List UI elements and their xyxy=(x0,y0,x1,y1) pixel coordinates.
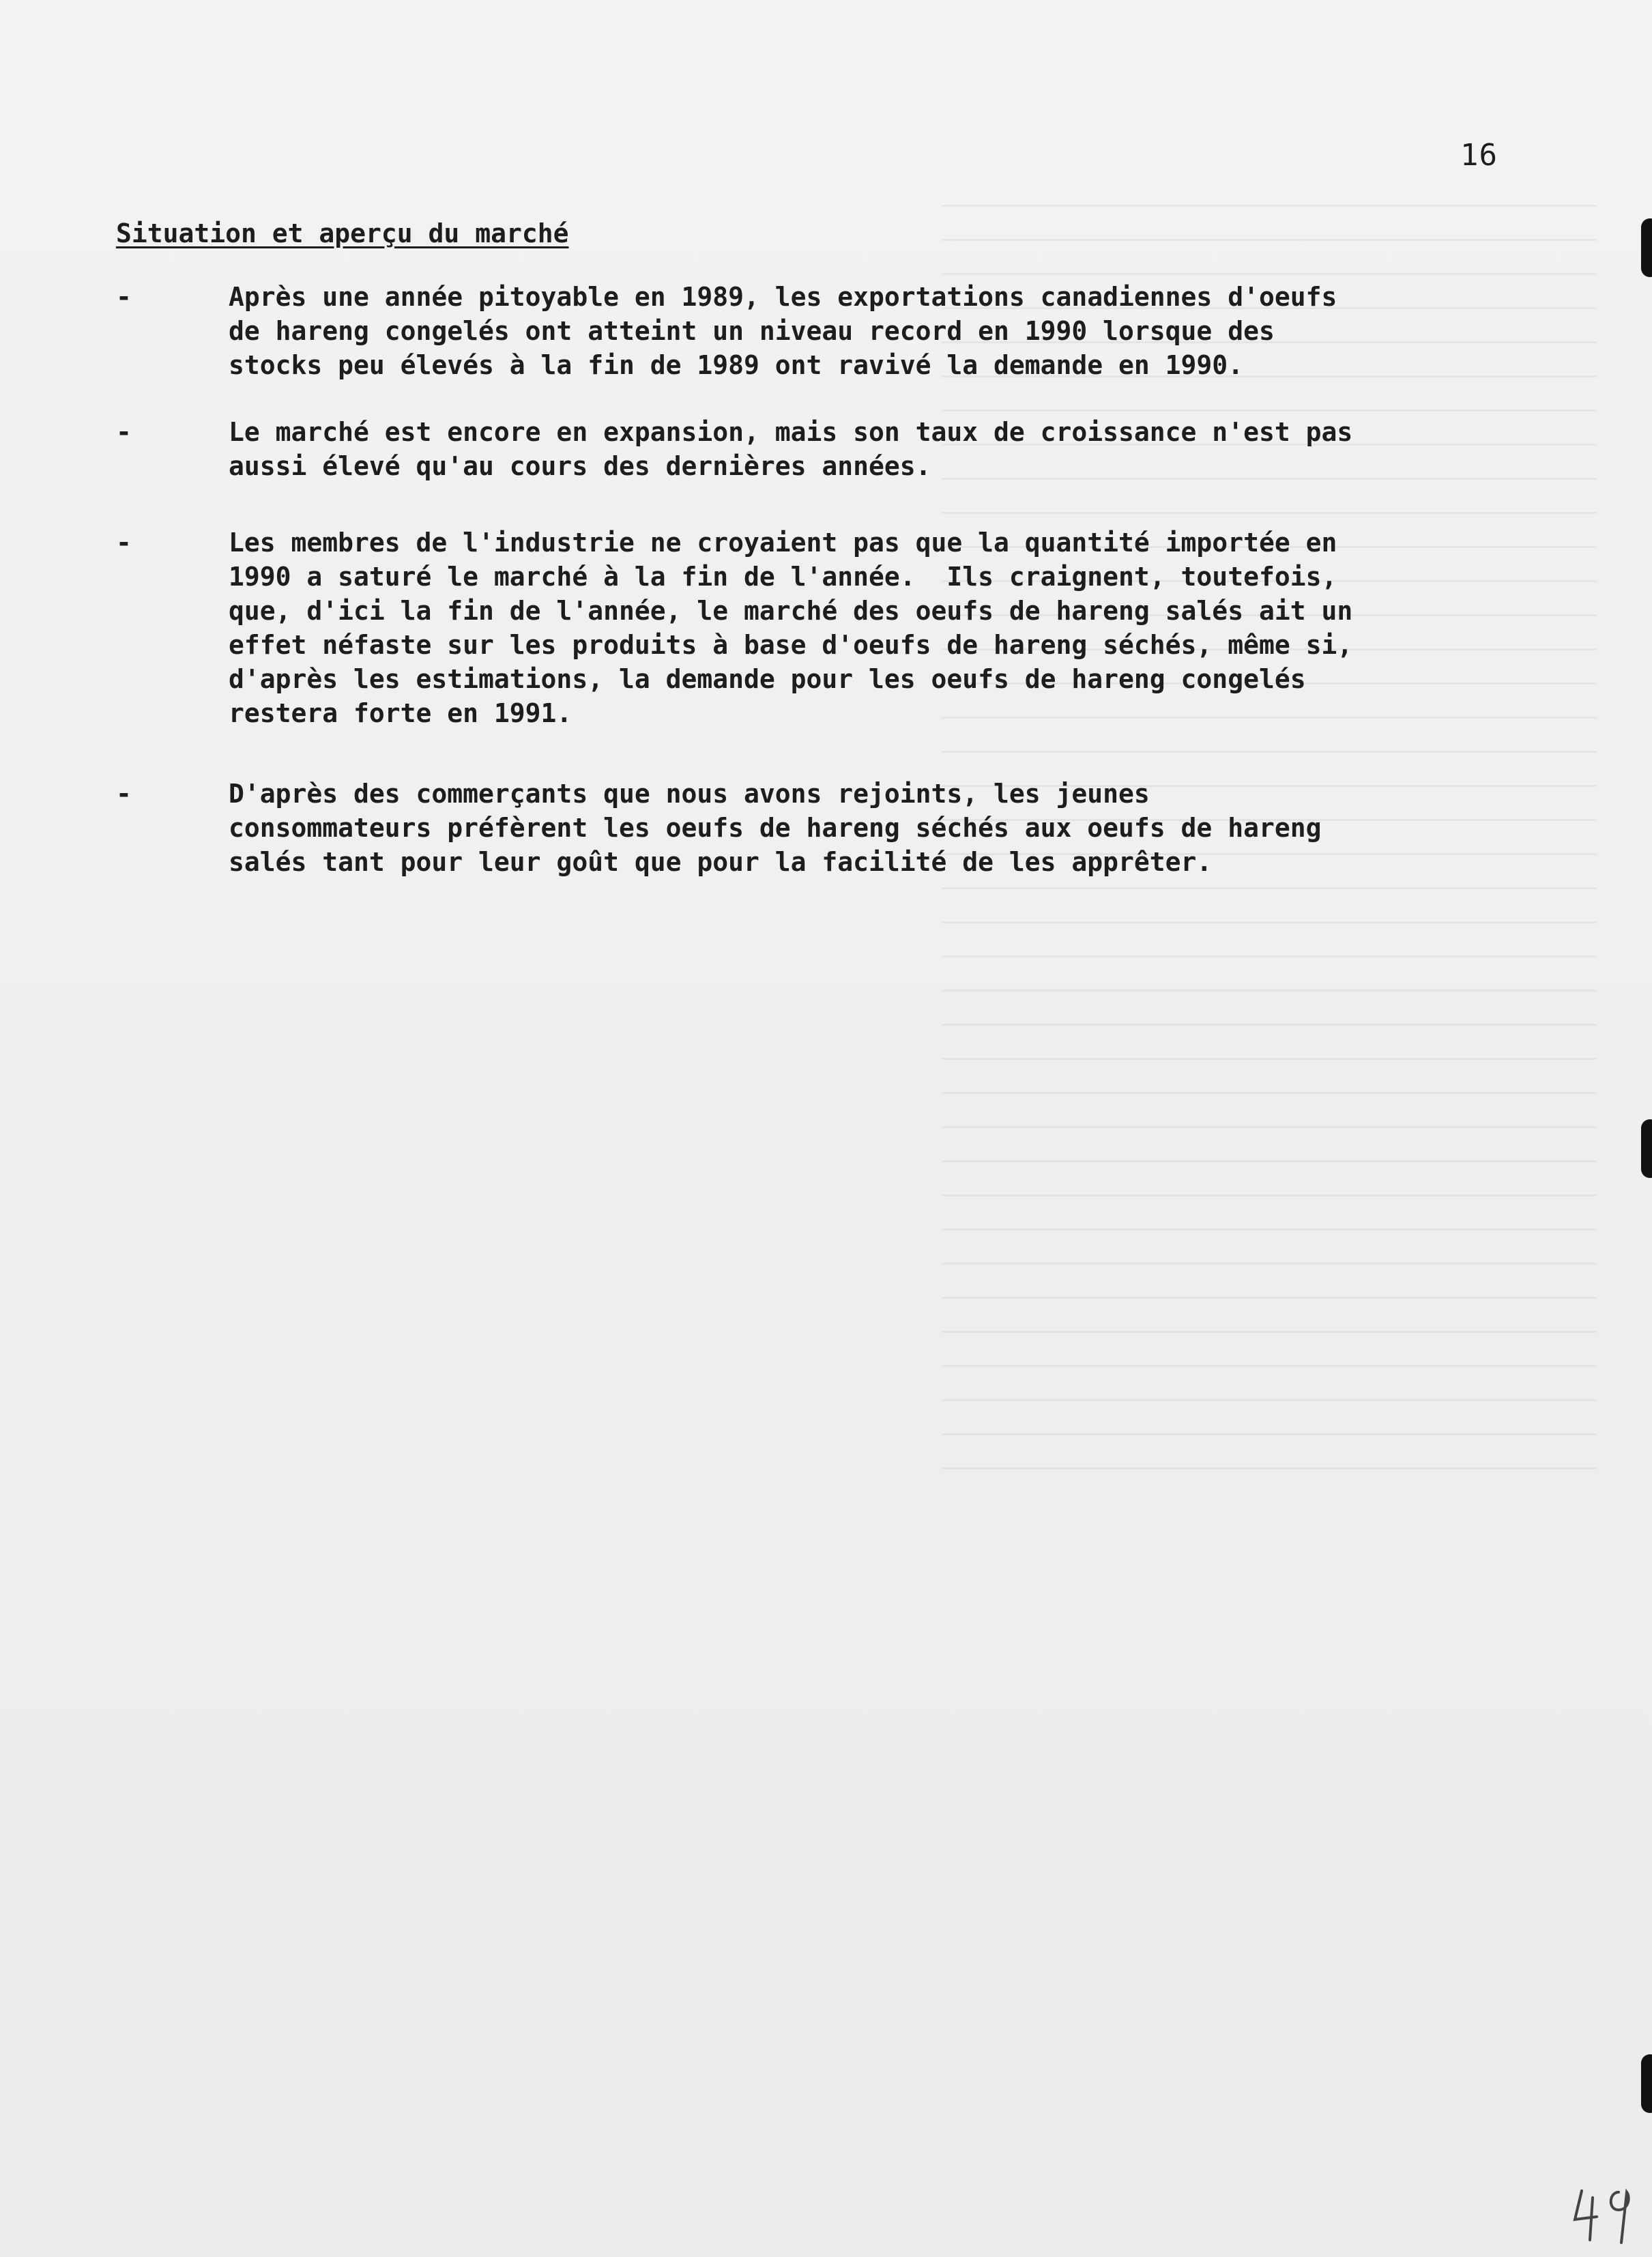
bullet-dash: - xyxy=(116,282,132,312)
bullet-text: Le marché est encore en expansion, mais son taux de croissance n'est pas aussi élevé qu'au cours des dernières années. xyxy=(229,417,1353,481)
handwritten-annotation-icon xyxy=(1569,2177,1644,2245)
punch-hole-icon xyxy=(1641,2054,1652,2113)
section-heading: Situation et aperçu du marché xyxy=(116,218,569,248)
punch-hole-icon xyxy=(1641,1119,1652,1178)
bullet-dash: - xyxy=(116,417,132,447)
bullet-text: Après une année pitoyable en 1989, les exportations canadiennes d'oeufs de hareng congelés ont atteint un niveau record en 1990 lorsque des stocks peu élevés à la fin de 1989 ont ravivé la demande en 1990. xyxy=(229,282,1337,380)
punch-hole-icon xyxy=(1641,218,1652,277)
page-number: 16 xyxy=(1460,138,1498,173)
bullet-text: Les membres de l'industrie ne croyaient pas que la quantité importée en 1990 a saturé le marché à la fin de l'année. Ils craignent, toutefois, que, d'ici la fin de l'année, le marché des oeufs de hareng salés ait un effet néfaste sur les produits à base d'oeufs de hareng séchés, même si, d'après les estimations, la demande pour les oeufs de hareng congelés restera forte en 1991. xyxy=(229,528,1353,728)
bullet-dash: - xyxy=(116,779,132,809)
bullet-dash: - xyxy=(116,528,132,558)
bullet-text: D'après des commerçants que nous avons rejoints, les jeunes consommateurs préfèrent les oeufs de hareng séchés aux oeufs de hareng salés tant pour leur goût que pour la facilité de les apprêter. xyxy=(229,779,1322,877)
